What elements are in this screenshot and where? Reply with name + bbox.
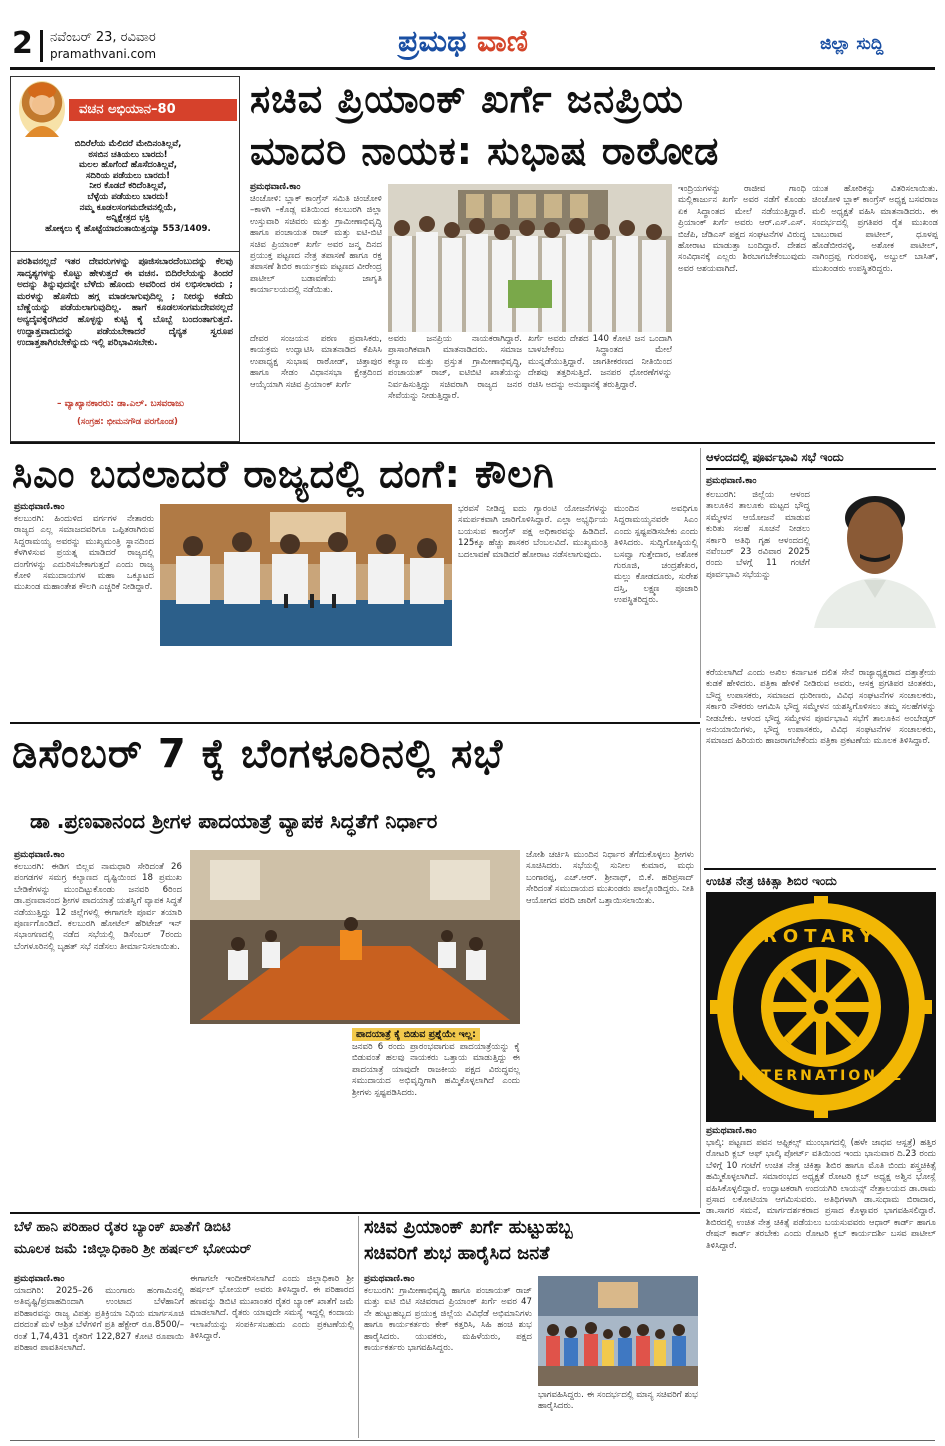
story5-byline: ಪ್ರಮಥವಾಣಿ.ಕಾಂ <box>364 1274 415 1284</box>
masthead-date: ನವೆಂಬರ್ 23, ರವಿವಾರ <box>50 30 156 45</box>
story3-col1: ಕಲಬುರಗಿ: ಈಡಿಗ ಬಿಲ್ಲವ ನಾಮಧಾರಿ ಸೇರಿದಂತೆ 26 ಪಂಗಡಗಳ ಸಮಗ್ರ ಕಲ್ಯಾಣದ ದೃಷ್ಟಿಯಿಂದ 18 ಪ್ರಮುಖ ಬೇಡಿಕೆಗಳನ್ನು ಮುಂದಿಟ್ಟುಕೊಂಡು ಜನವರಿ 6ರಿಂದ ಡಾ.ಪ್ರಣವಾನಂದ ಶ್ರೀಗಳ ಪಾದಯಾತ್ರೆ ಯಶಸ್ವಿಗೆ ವ್ಯಾಪಕ ಸಿದ್ಧತೆ ನಡೆಯುತ್ತಿದ್ದು 12 ಜಿಲ್ಲೆಗಳಲ್ಲಿ ಈಗಾಗಲೇ ಪೂರ್ವ ತಯಾರಿ ಪೂರ್ಣಗೊಂಡಿದೆ. ಕಲಬುರಗಿ ಹೋಟೆಲ್ ಹೆರಿಟೇಜ್ ಇನ್ ಸಭಾಂಗಣದಲ್ಲಿ ನಡೆದ ಸಭೆಯಲ್ಲಿ ಡಿಸೆಂಬರ್ 7ರಂದು ಬೆಂಗಳೂರಿನಲ್ಲಿ ಬೃಹತ್ ಸಭೆ ನಡೆಸಲು ತೀರ್ಮಾನಿಸಲಾಯಿತು. <box>14 862 182 952</box>
story4-byline: ಪ್ರಮಥವಾಣಿ.ಕಾಂ <box>14 1274 65 1284</box>
story3-col2: ಜನವರಿ 6 ರಂದು ಪ್ರಾರಂಭವಾಗುವ ಪಾದಯಾತ್ರೆಯನ್ನು ಕೈ ಬಿಡುವಂತೆ ಹಲವು ನಾಯಕರು ಒತ್ತಾಯ ಮಾಡುತ್ತಿದ್ದು ಈ ಪಾದಯಾತ್ರೆ ಯಾವುದೇ ರಾಜಕೀಯ ಪಕ್ಷದ ವಿರುದ್ಧವಲ್ಲ ಸಮುದಾಯದ ಅಭಿವೃದ್ಧಿಗಾಗಿ ಹಮ್ಮಿಕೊಳ್ಳಲಾಗಿದೆ ಎಂದು ಶ್ರೀಗಳು ಸ್ಪಷ್ಟಪಡಿಸಿದರು. <box>352 1042 520 1098</box>
vachana-label-bar <box>69 99 237 121</box>
story1-photo <box>388 184 672 332</box>
verse-line: ಸದಿರಿಯ ಪಡೆಯಲು ಬಾರದು! <box>85 170 171 181</box>
logo <box>398 24 528 59</box>
story1-col1b: ದೇವರ ಸಂಜಯನ ಪಠಣ ಪ್ರವಾಸಿಕರು, ಕಾಯಕ್ರಮ ಉದ್ಘಾಟಿಸಿ ಮಾತನಾಡಿದ ಕೆಪಿಸಿಸಿ ಉಪಾಧ್ಯಕ್ಷ ಸುಭಾಷ ರಾಠೋಡ್, ಚಿತ್ತಾಪುರ ಹಾಗೂ ಸೇಡಂ ವಿಧಾನಸಭಾ ಕ್ಷೇತ್ರದಿಂದ ಆಯ್ಕೆಯಾಗಿ ಸಚಿವ ಪ್ರಿಯಾಂಕ್ ಖರ್ಗೆ <box>250 334 382 390</box>
story5-col1: ಕಲಬುರಗಿ: ಗ್ರಾಮೀಣಾಭಿವೃದ್ಧಿ ಹಾಗೂ ಪಂಚಾಯತ್ ರಾಜ್ ಮತ್ತು ಐಟಿ ಬಿಟಿ ಸಚಿವರಾದ ಪ್ರಿಯಾಂಕ್ ಖರ್ಗೆ ಅವರ 47 ನೇ ಹುಟ್ಟುಹಬ್ಬದ ಪ್ರಯುಕ್ತ ಜಿಲ್ಲೆಯ ವಿವಿಧೆಡೆ ಅಭಿಮಾನಿಗಳು ಹಾಗೂ ಕಾರ್ಯಕರ್ತರು ಕೇಕ್ ಕತ್ತರಿಸಿ, ಸಿಹಿ ಹಂಚಿ ಶುಭ ಹಾರೈಸಿದರು. ಯುವಕರು, ಮಹಿಳೆಯರು, ಪಕ್ಷದ ಕಾರ್ಯಕರ್ತರು ಭಾಗವಹಿಸಿದ್ದರು. <box>364 1286 532 1354</box>
story4-headline-line1: ಬೆಳೆ ಹಾನಿ ಪರಿಹಾರ ರೈತರ ಬ್ಯಾಂಕ್ ಖಾತೆಗೆ ಡಿಬಿಟಿ <box>14 1219 231 1235</box>
story4-col2: ಈಗಾಗಲೇ ಇಂದೀಕರಿಸಲಾಗಿದೆ ಎಂದು ಜಿಲ್ಲಾಧಿಕಾರಿ ಶ್ರೀ ಹರ್ಷಲ್ ಭೋಯರ್ ಅವರು ತಿಳಿಸಿದ್ದಾರೆ. ಈ ಪರಿಹಾರದ ಹಣವನ್ನು ಡಿಬಿಟಿ ಮುಖಾಂತರ ರೈತರ ಬ್ಯಾಂಕ್ ಖಾತೆಗೆ ಜಮೆ ಮಾಡಲಾಗಿದೆ. ರೈತರು ಯಾವುದೇ ಸಮಸ್ಯೆ ಇದ್ದಲ್ಲಿ ಕಂದಾಯ ಇಲಾಖೆಯನ್ನು ಸಂಪರ್ಕಿಸಬಹುದು ಎಂದು ಪ್ರಕಟಣೆಯಲ್ಲಿ ತಿಳಿಸಿದ್ದಾರೆ. <box>190 1274 354 1342</box>
vachana-verse <box>33 139 223 234</box>
vachana-box <box>10 76 240 442</box>
sidebar1-byline: ಪ್ರಮಥವಾಣಿ.ಕಾಂ <box>706 476 757 486</box>
person-portrait-icon <box>814 478 936 628</box>
section-label: ಜಿಲ್ಲಾ ಸುದ್ದಿ <box>820 34 884 54</box>
story3-bottom-rule <box>10 1212 700 1214</box>
story4-headline-line2: ಮೂಲಕ ಜಮೆ :ಜಿಲ್ಲಾಧಿಕಾರಿ ಶ್ರೀ ಹರ್ಷಲ್ ಭೋಯರ್ <box>14 1241 252 1257</box>
celebration-photo-icon <box>538 1276 698 1386</box>
masthead <box>0 0 945 72</box>
verse-line: ಬಿದಿರೆಲೆಯ ಮೆಲಿದರೆ ಮೇದಿನಂತಿಲ್ಲವೆ, <box>74 139 182 149</box>
verse-line: ಮಲಲ ಹೊಗೆಂದೆ ಹೊಸೆದಂತಿಲ್ಲವೆ, <box>78 160 178 171</box>
verse-line: ಅನ್ನಿಕ್ಷೇತ್ರದ ಭಕ್ತಿ <box>106 213 150 224</box>
story2-photo <box>160 504 452 646</box>
story3-right-rule <box>700 728 701 1208</box>
story3-col3: ಜೋಶಿ ಚರ್ಚಿಸಿ ಮುಂದಿನ ನಿರ್ಧಾರ ತೆಗೆದುಕೊಳ್ಳಲು ಶ್ರೀಗಳು ಸೂಚಿಸಿದರು. ಸಭೆಯಲ್ಲಿ ಸುನೀಲ ಕುಮಾರ, ಮಧು ಬಂಗಾರಪ್ಪ, ಎಚ್.ಆರ್. ಶ್ರೀನಾಥ್, ಬಿ.ಕೆ. ಹರಿಪ್ರಸಾದ್ ಸೇರಿದಂತೆ ಸಮುದಾಯದ ಮುಖಂಡರು ಪಾಲ್ಗೊಂಡಿದ್ದರು. ನೀತಿ ಆಯೋಗದ ವರದಿ ಜಾರಿಗೆ ಒತ್ತಾಯಿಸಲಾಯಿತು. <box>526 850 694 906</box>
sidebar2-byline: ಪ್ರಮಥವಾಣಿ.ಕಾಂ <box>706 1126 757 1136</box>
story1-col2: ಅವರು ಜನಪ್ರಿಯ ನಾಯಕರಾಗಿದ್ದಾರೆ. ಪ್ರಾಸಾಂಗಿಕವಾಗಿ ಮಾತನಾಡಿದರು. ಸಮಾಜ ಕಲ್ಯಾಣ ಮತ್ತು ಪ್ರಸ್ತುತ ಗ್ರಾಮೀಣಾಭಿವೃದ್ಧಿ, ಪಂಚಾಯತ್ ರಾಜ್, ಐಟಿಬಿಟಿ ಖಾತೆಯನ್ನು ನಿರ್ವಹಿಸುತ್ತಿದ್ದು ಸಚಿವರಾಗಿ ರಾಜ್ಯದ ಜನರ ಸೇವೆಯನ್ನು ನೀಡುತ್ತಿದ್ದಾರೆ. <box>388 334 522 402</box>
rotary-logo <box>706 892 936 1122</box>
verse-line: ಹೋಕ್ಕಲು ಕೈ ಹೊಟ್ಟೆಯಾದಂತಾಯಿತ್ತಯ್ಯಾ 553/1409. <box>45 223 211 234</box>
sidebar1-portrait <box>814 478 936 628</box>
masthead-rule <box>10 67 935 70</box>
page-bottom-rule <box>10 1440 935 1441</box>
story2-col2: ಭರವಸೆ ನೀಡಿದ್ದ ಐದು ಗ್ಯಾರಂಟಿ ಯೋಜನೆಗಳನ್ನು ಸಮರ್ಪಕವಾಗಿ ಜಾರಿಗೊಳಿಸಿದ್ದಾರೆ. ಎಲ್ಲಾ ಅಭ್ಯರ್ಥಿಯ ಬಯಸುವ ಕಾಂಗ್ರೆಸ್ ಪಕ್ಷ ಅಧಿಕಾರವನ್ನು ಹಿಡಿದಿದೆ. 125ಕ್ಕೂ ಹೆಚ್ಚು ಶಾಸಕರ ಬೆಂಬಲವಿದೆ. ಮುಖ್ಯಮಂತ್ರಿ ಬದಲಾವಣೆ ಮಾಡಿದರೆ ಹೋರಾಟ ನಡೆಸಲಾಗುವುದು. <box>458 504 608 560</box>
sidebar1-text-narrow: ಕಲಬುರಗಿ: ಜಿಲ್ಲೆಯ ಆಳಂದ ತಾಲೂಕಿನ ತಾಲೂಕು ಮಟ್ಟದ ಭೌದ್ಧ ಸಮ್ಮೇಳನ ಆಯೋಜನೆ ಮಾಡುವ ಕುರಿತು ಸಲಹೆ ಸೂಚನೆ ನೀಡಲು ಸರ್ಕಾರಿ ಅತಿಥಿ ಗೃಹ ಆಳಂದದಲ್ಲಿ ನವೆಂಬರ್ 23 ರವಿವಾರ 2025 ರಂದು ಬೆಳಗ್ಗೆ 11 ಗಂಟೆಗೆ ಪೂರ್ವಭಾವಿ ಸಭೆಯನ್ನು <box>706 490 810 580</box>
rotary-top-text: ROTARY <box>763 926 879 947</box>
story2-col1: ಕಲಬುರಗಿ: ಹಿಂದುಳಿದ ವರ್ಗಗಳ ನೇತಾರರು ರಾಜ್ಯದ ಎಲ್ಲ ಸಮಾಜದವರಿಗೂ ಒಪ್ಪಿತರಾಗಿರುವ ಸಿದ್ದರಾಮಯ್ಯ ಅವರನ್ನು ಮುಖ್ಯಮಂತ್ರಿ ಸ್ಥಾನದಿಂದ ಕೆಳಗಿಳಿಸುವ ಪ್ರಯತ್ನ ಮಾಡಿದರೆ ರಾಜ್ಯದಲ್ಲಿ ದಂಗೆಗಳನ್ನು ಎದುರಿಸಬೇಕಾಗುತ್ತದೆ ಎಂದು ರಾಜ್ಯ ಕೋಳಿ ಸಮುದಾಯಗಳ ಮಹಾ ಒಕ್ಕೂಟದ ಮುಖಂಡ ಮಹಾಂತೇಶ ಕೌಲಗಿ ಎಚ್ಚರಿಕೆ ನೀಡಿದ್ದಾರೆ. <box>14 514 154 593</box>
vachana-label: ವಚನ ಅಭಿಯಾನ–80 <box>79 102 176 117</box>
basavanna-portrait <box>19 81 65 137</box>
story3-byline: ಪ್ರಮಥವಾಣಿ.ಕಾಂ <box>14 850 65 860</box>
story1-headline-line1: ಸಚಿವ ಪ್ರಿಯಾಂಕ್ ಖರ್ಗೆ ಜನಪ್ರಿಯ <box>250 77 685 121</box>
logo-left: ಪ್ರಮಥ <box>398 24 467 59</box>
press-meet-icon <box>160 504 452 646</box>
sidebar1-heading: ಆಳಂದದಲ್ಲಿ ಪೂರ್ವಭಾವಿ ಸಭೆ ಇಂದು <box>706 450 936 470</box>
group-photo-icon <box>388 184 672 332</box>
story1-col4: ಇಂದ್ರಿಯಗಳನ್ನು ರಾಜೀವ ಗಾಂಧಿ ಮಲ್ಲಿಕಾರ್ಜುನ ಖರ್ಗೆ ಅವರ ನಡೆಗೆ ಕೊಂಡು ಏಕ ಸಿದ್ಧಾಂತದ ಮೇಲೆ ನಡೆಯುತ್ತಿದ್ದಾರೆ. ಪ್ರಿಯಾಂಕ್ ಖರ್ಗೆ ಅವರು ಆರ್.ಎಸ್.ಎಸ್. ಬಿಜೆಪಿ, ಜೆಡಿಎಸ್ ಪಕ್ಷದ ಸಂಘಟನೆಗಳ ವಿರುದ್ಧ ಹೋರಾಟ ಮಾಡುತ್ತಾ ಬಂದಿದ್ದಾರೆ. ದೇಶದ ಸಂವಿಧಾನಕ್ಕೆ ಎಲ್ಲರು ಶಿರಬಾಗಬೇಕೆಂಬುವುದು ಅವರ ಆಶಯವಾಗಿದೆ. <box>678 184 806 274</box>
masthead-divider <box>40 30 43 62</box>
vachana-divider <box>11 251 239 252</box>
story1-col5: ಯುತ ಹೋರಿಕನ್ನು ವಿತರಿಸಲಾಯಿತು. ಚಿಂಚೋಳಿ ಬ್ಲಾಕ್ ಕಾಂಗ್ರೆಸ್ ಅಧ್ಯಕ್ಷ ಬಸವರಾಜ ಮಲಿ ಅಧ್ಯಕ್ಷತೆ ವಹಿಸಿ ಮಾತನಾಡಿದರು. ಈ ಸಂದರ್ಭದಲ್ಲಿ ಪ್ರಗತಿಪರ ರೈತ ಮುಖಂಡ ಬಾಬುರಾವ ಪಾಟೀಲ್, ಧೂಳಪ್ಪ ಹೊಡೆಬೀರನಳ್ಳಿ, ಅಶೋಕ ಪಾಟೀಲ್, ನಾಗಿಂದ್ರಪ್ಪ ಗುರಂಪಳ್ಳಿ, ಅಬ್ದುಲ್ ಬಾಸಿತ್, ಮುಖಂಡರು ಉಪಸ್ಥಿತರಿದ್ದರು. <box>812 184 938 274</box>
verse-line: ಠಸಬಿನ ಚತಿಯಲು ಬಾರದು! <box>88 149 168 160</box>
story4-col1: ಯಾದಗಿರಿ: 2025–26 ಮುಂಗಾರು ಹಂಗಾಮಿನಲ್ಲಿ ಅತಿವೃಷ್ಟಿ/ಪ್ರವಾಹದಿಂದಾಗಿ ಉಂಟಾದ ಬೆಳೆಹಾನಿಗೆ ಪರಿಹಾರವನ್ನು ರಾಜ್ಯ ವಿಪತ್ತು ಪ್ರತಿಕ್ರಿಯಾ ನಿಧಿಯ ಮಾರ್ಗಸೂಚಿ ದರದಂತೆ ಮಳೆ ಆಶ್ರಿತ ಬೆಳೆಗಳಿಗೆ ಪ್ರತಿ ಹೆಕ್ಟೇರ್ ರೂ.8500/–ರಂತೆ 1,74,431 ರೈತರಿಗೆ 122,827 ಕೋಟಿ ರೂಪಾಯಿ ಪರಿಹಾರ ಪಾವತಿಸಲಾಗಿದೆ. <box>14 1286 184 1354</box>
sidebar2-top-rule <box>704 868 936 870</box>
sidebar1-text-wide: ಕರೆಯಲಾಗಿದೆ ಎಂದು ಅಖಿಲ ಕರ್ನಾಟಕ ದಲಿತ ಸೇನೆ ರಾಜ್ಯಾಧ್ಯಕ್ಷರಾದ ದತ್ತಾತ್ರೇಯ ಕುಡಕೆ ಹೇಳಿದರು. ಪತ್ರಿಕಾ ಹೇಳಿಕೆ ನೀಡಿರುವ ಅವರು, ಆಸಕ್ತ ಪ್ರಗತಿಪರ ಚಿಂತಕರು, ಬೌದ್ಧ ಉಪಾಸಕರು, ಸಮಾಜದ ಧುರೀಣರು, ವಿವಿಧ ಸಂಘಟನೆಗಳ ಸಂಚಾಲಕರು, ಸರ್ಕಾರಿ ನೌಕರರು ಆಗಮಿಸಿ ಭೌದ್ಧ ಸಮ್ಮೇಳನ ಯಶಸ್ವಿಗೊಳಿಸಲು ತಮ್ಮ ಸಲಹೆಗಳನ್ನು ನೀಡಬೇಕು. ಆಳಂದ ಭೌದ್ಧ ಸಮ್ಮೇಳನ ಪೂರ್ವಭಾವಿ ಸಭೆಗೆ ತಾಲೂಕಿನ ಅಂಬೇಡ್ಕರ್ ಅನುಯಾಯಿಗಳು, ಭೌದ್ಧ ಉಪಾಸಕರು, ವಿವಿಧ ಸಂಘಟನೆಗಳ ಸಂಚಾಲಕರು, ಸಮಾಜದ ಹಿರಿಯರು ಹಾಜರಾಗಬೇಕೆಂದು ಪತ್ರಿಕಾ ಪ್ರಕಟಣೆಯ ಮೂಲಕ ತಿಳಿಸಿದ್ದಾರೆ. <box>706 668 936 747</box>
portrait-icon <box>19 81 65 137</box>
story2-right-rule <box>700 448 701 718</box>
vachana-commentary: ಪರಶಿವನಲ್ಲದೆ ಇತರ ದೇವರುಗಳನ್ನು ಪೂಜಿಸಬಾರದೆಂಬುದನ್ನು ಕೆಲವು ಸಾದೃಶ್ಯಗಳನ್ನು ಕೊಟ್ಟು ಹೇಳುತ್ತದೆ ಈ ವಚನ. ಬಿದಿರೆಲೆಯನ್ನು ತಿಂದರೆ ಅದನ್ನು ತಿನ್ನುವುದನ್ನೇ ಬೆಳೆದು ಹೊಂದು ಅವರಿಂದ ರಸ ಲಭಿಸಲಾರದು ; ಮರಳನ್ನು ಹೊಸೆದು ಹಗ್ಗ ಮಾಡಲಾಗುವುದಿಲ್ಲ ; ನೀರನ್ನು ಕಡೆದು ಬೆಣ್ಣೆಯನ್ನು ಪಡೆಯಲಾಗುವುದಿಲ್ಲ. ಹಾಗೆ ಕೂಡಲಸಂಗಮದೇವನಲ್ಲದೆ ಅನ್ಯದೈವಕ್ಕೆರಗಿದರೆ ಹೊಳ್ಳನ್ನು ಕುಟ್ಟಿ ಕೈ ಬೊಬ್ಬೆ ಬಂದಂತಾಗುತ್ತದೆ. ಉದ್ದಾತ್ತವಾದುದನ್ನು ಪಡೆಯಬೇಕಾದರೆ ದೈನ್ಯತ ಸ್ವರೂಪ ಉದಾತ್ತತಾಗಿರಬೇಕೆನ್ನುದು ಇಲ್ಲಿ ಪರಿಭಾವಿಸಬೇಕು. <box>17 257 233 349</box>
story2-col3: ಮುಂದಿನ ಅವಧಿಗೂ ಸಿದ್ದರಾಮಯ್ಯನವರೇ ಸಿಎಂ ಎಂದು ಸ್ಪಷ್ಟಪಡಿಸಬೇಕು ಎಂದು ತಿಳಿಸಿದರು. ಸುದ್ದಿಗೋಷ್ಠಿಯಲ್ಲಿ ಬಸವ್ವಾ ಗುತ್ತೇದಾರ, ಅಶೋಕ ಗುರೂಜಿ, ಚಂದ್ರಶೇಖರ, ಮಲ್ಲು ಕೋಡದೂರು, ಸುರೇಶ ದಸ್ತಿ, ಲಕ್ಷ್ಮಣ ಪೂಜಾರಿ ಉಪಸ್ಥಿತರಿದ್ದರು. <box>614 504 698 606</box>
story2-headline: ಸಿಎಂ ಬದಲಾದರೆ ರಾಜ್ಯದಲ್ಲಿ ದಂಗೆ: ಕೌಲಗಿ <box>12 452 555 496</box>
rotary-bottom-text: INTERNATIONAL <box>738 1068 904 1084</box>
meeting-photo-icon <box>190 850 520 1024</box>
story1-col1: ಚಿಂಚೋಳಿ: ಬ್ಲಾಕ್ ಕಾಂಗ್ರೆಸ್ ಸಮಿತಿ ಚಿಂಚೋಳಿ –ಕಾಳಗಿ –ಕೊಡ್ಲ ವತಿಯಿಂದ ಕಲಬುರಗಿ ಜಿಲ್ಲಾ ಉಸ್ತುವಾರಿ ಸಚಿವರು ಮತ್ತು ಗ್ರಾಮೀಣಾಭಿವೃದ್ಧಿ ಹಾಗೂ ಪಂಚಾಯತ ರಾಜ್ ಮತ್ತು ಐಟಿ-ಬಿಟಿ ಸಚಿವ ಪ್ರಿಯಾಂಕ್ ಖರ್ಗೆ ಅವರ ಜನ್ಮ ದಿನದ ಪ್ರಯುಕ್ತ ಪಟ್ಟಣದ ನೇತ್ರ ತಪಾಸಣೆ ಹಾಗೂ ರಕ್ತ ತಪಾಸಣೆ ಶಿಬಿರ ಕಾರ್ಯಕ್ರಮ ಪಟ್ಟಣದ ವೀರೇಂದ್ರ ಪಾಟೀಲ್ ಬಡಾವಣೆಯ ಜಾಗೃತಿ ಕಾರ್ಯಾಲಯದಲ್ಲಿ ನಡೆಯಿತು. <box>250 194 382 296</box>
story1-headline-line2: ಮಾದರಿ ನಾಯಕ: ಸುಭಾಷ ರಾಠೋಡ <box>250 129 720 173</box>
sidebar2-heading: ಉಚಿತ ನೇತ್ರ ಚಿಕಿತ್ಸಾ ಶಿಬಿರ ಇಂದು <box>706 874 837 888</box>
story5-headline-line2: ಸಚಿವರಿಗೆ ಶುಭ ಹಾರೈಸಿದ ಜನತೆ <box>364 1243 550 1264</box>
vachana-commentator: – ವ್ಯಾಖ್ಯಾನಕಾರರು: ಡಾ.ಎಲ್. ಬಸವರಾಜು <box>57 399 185 409</box>
logo-right: ವಾಣಿ <box>476 24 529 59</box>
story5-headline-line1: ಸಚಿವ ಪ್ರಿಯಾಂಕ್ ಖರ್ಗೆ ಹುಟ್ಟುಹಬ್ಬ <box>364 1217 573 1238</box>
story2-byline: ಪ್ರಮಥವಾಣಿ.ಕಾಂ <box>14 502 65 512</box>
story3-photo <box>190 850 520 1024</box>
verse-line: ನಮ್ಮ ಕೂಡಲಸಂಗಮದೇವನಲ್ಲಿಯೆ, <box>79 202 177 213</box>
vachana-compiler: (ಸಂಗ್ರಹ: ಭೀಮನಗೌಡ ಪರಗೊಂಡ) <box>77 417 178 427</box>
story1-col3: ಖರ್ಗೆ ಅವರು ದೇಶದ 140 ಕೋಟಿ ಜನ ಒಂದಾಗಿ ಬಾಳಬೇಕೆಂಬ ಸಿದ್ಧಾಂತದ ಮೇಲೆ ಮುನ್ನಡೆಯುತ್ತಿದ್ದಾರೆ. ಜಾಗತೀಕರಣದ ನೀತಿಯಿಂದ ದೇಶವು ತತ್ತರಿಸುತ್ತಿದೆ. ಜನಪರ ಧೋರಣೆಗಳನ್ನು ರಚಿಸಿ ಅದನ್ನು ಅನುಷ್ಠಾನಕ್ಕೆ ತರುತ್ತಿದ್ದಾರೆ. <box>528 334 672 390</box>
story3-subhead: ಡಾ .ಪ್ರಣವಾನಂದ ಶ್ರೀಗಳ ಪಾದಯಾತ್ರೆ ವ್ಯಾಪಕ ಸಿದ್ಧತೆಗೆ ನಿರ್ಧಾರ <box>30 809 438 833</box>
verse-line: ನೀರ ಕೊಡದೆ ಕರಿದೆಂತಿಲ್ಲವೆ, <box>89 181 167 192</box>
verse-line: ಬೆಳ್ಳೆಯ ಪಡೆಯಲು ಬಾರದು! <box>87 191 169 202</box>
story3-photo-caption: ಪಾದಯಾತ್ರೆ ಕೈ ಬಿಡುವ ಪ್ರಶ್ನೆಯೇ ಇಲ್ಲ: <box>352 1028 480 1041</box>
masthead-site: pramathvani.com <box>50 47 157 61</box>
story5-photo <box>538 1276 698 1386</box>
sidebar2-text: ಭಾಲ್ಕಿ: ಪಟ್ಟಣದ ಪವನ ಆಫ್ಟಿಕಲ್ಸ್ ಮುಂಭಾಗದಲ್ಲಿ (ಹಳೇ ಜಾಧವ ಆಸ್ಪತ್ರೆ) ಹತ್ತಿರ ರೋಟರಿ ಕ್ಲಬ್ ಆಫ್ ಭಾಲ್ಕಿ ಪೋರ್ಟ್ ವತಿಯಿಂದ ಇಂದು ಭಾನುವಾರ ದಿ.23 ರಂದು ಬೆಳಿಗ್ಗೆ 10 ಗಂಟೆಗೆ ಉಚಿತ ನೇತ್ರ ಚಿಕಿತ್ಸಾ ಶಿಬಿರ ಹಾಗೂ ಮೊತಿ ಬಿಂದು ಶಸ್ತ್ರಚಿಕಿತ್ಸೆ ಹಮ್ಮಿಕೊಳ್ಳಲಾಗಿದೆ. ಸಮಾರಂಭದ ಅಧ್ಯಕ್ಷತೆ ರೋಟರಿ ಕ್ಲಬ್ ಅಧ್ಯಕ್ಷ ಅಶ್ವಿನ ಭೋಸ್ಲೆ ವಹಿಸಿಕೊಳ್ಳಲಿದ್ದಾರೆ. ಉದ್ಘಾಟಕರಾಗಿ ಉದಯಗಿರಿ ಲಾಯನ್ಸ್ ನೇತ್ರಾಲಯದ ಡಾ.ರಾಮ ಪ್ರಸಾದ ಲಕೋಟಿಯಾ ಆಗಮಿಸುವರು. ಅತಿಥಿಗಳಾಗಿ ಡಾ.ಸುಧಾಮ ಬಿರಾದಾರ, ಡಾ.ಸಾಗರ ಸಮನೆ, ಮಾರ್ಗದರ್ಶಕರಾದ ಪ್ರಸಾದ ಕೊಳ್ಳಾವರ ಭಾಗವಹಿಸಲಿದ್ದಾರೆ. ಶಿಬಿರದಲ್ಲಿ ಉಚಿತ ನೇತ್ರ ಚಿಕಿತ್ಸೆ ಪಡೆಯಲು ಬಯಸುವವರು ಆಧಾರ್ ಕಾರ್ಡ್ ಹಾಗೂ ರೇಷನ್ ಕಾರ್ಡ್ ತರಬೇಕು ಎಂದು ರೋಟರಿ ಕ್ಲಬ್ ಕಾರ್ಯದರ್ಶಿ ಬಸವ ಪಾಟೀಲ್ ತಿಳಿಸಿದ್ದಾರೆ. <box>706 1138 936 1251</box>
story5-col2: ಭಾಗವಹಿಸಿದ್ದರು. ಈ ಸಂದರ್ಭದಲ್ಲಿ ಮಾನ್ಯ ಸಚಿವರಿಗೆ ಶುಭ ಹಾರೈಸಿದರು. <box>538 1390 698 1412</box>
story4-right-rule <box>358 1216 359 1438</box>
story1-bottom-rule <box>10 442 935 444</box>
page-number: 2 <box>12 26 33 61</box>
story2-bottom-rule <box>10 722 700 724</box>
story3-headline: ಡಿಸೆಂಬರ್ 7 ಕ್ಕೆ ಬೆಂಗಳೂರಿನಲ್ಲಿ ಸಭೆ <box>12 731 504 777</box>
story1-byline: ಪ್ರಮಥವಾಣಿ.ಕಾಂ <box>250 182 301 192</box>
